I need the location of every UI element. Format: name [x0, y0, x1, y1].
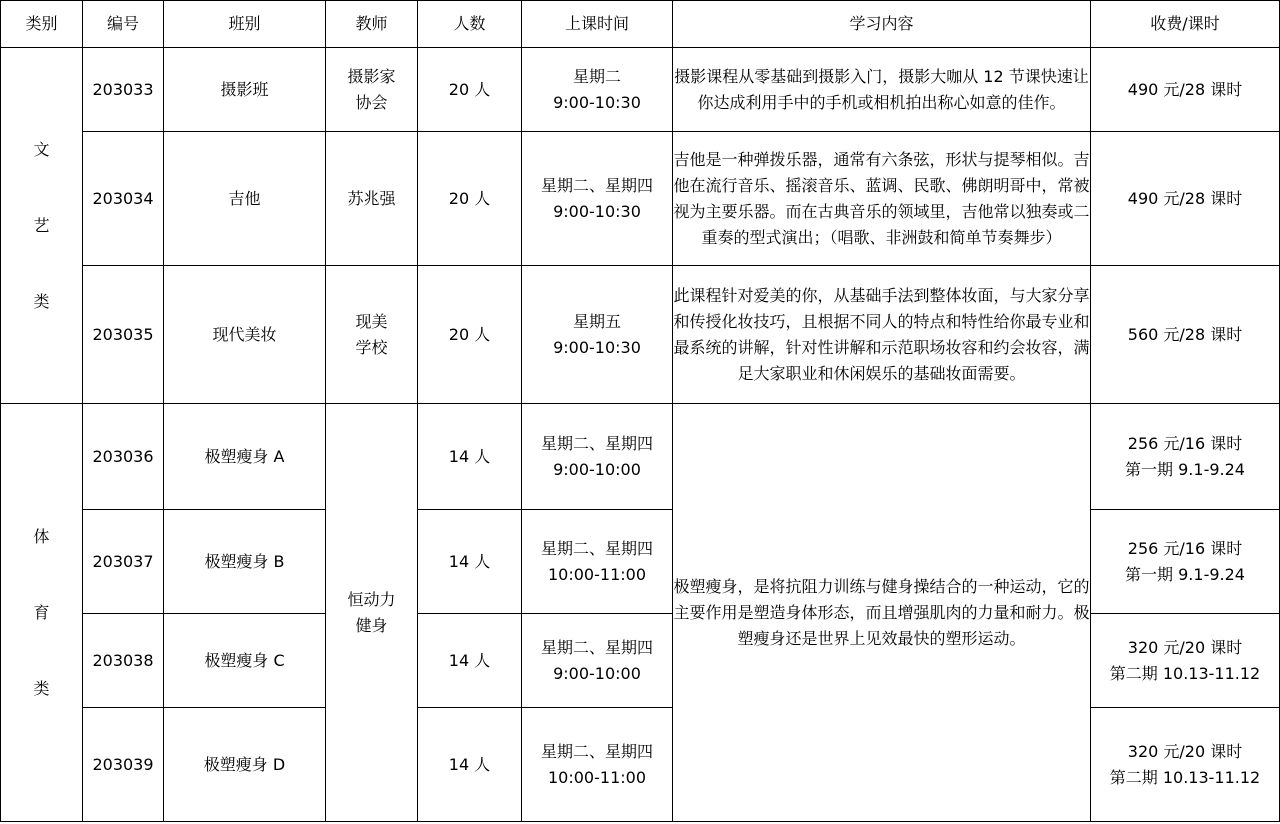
header-content: 学习内容 [673, 1, 1091, 48]
cell-id: 203037 [83, 510, 164, 614]
cell-count: 14 人 [418, 510, 522, 614]
cell-time: 星期二、星期四 9:00-10:00 [522, 404, 673, 510]
category-char: 类 [33, 291, 50, 311]
cell-id: 203039 [83, 708, 164, 822]
cell-content-sports: 极塑瘦身，是将抗阻力训练与健身操结合的一种运动，它的主要作用是塑造身体形态，而且增强肌肉的力量和耐力。极塑瘦身还是世界上见效最快的塑形运动。 [673, 404, 1091, 822]
cell-id: 203038 [83, 614, 164, 708]
table-row [1, 404, 1280, 510]
header-count: 人数 [418, 1, 522, 48]
cell-class: 极塑瘦身 D [164, 708, 326, 822]
cell-time: 星期二 9:00-10:30 [522, 48, 673, 132]
cell-time: 星期二、星期四 9:00-10:30 [522, 132, 673, 266]
cell-class: 摄影班 [164, 48, 326, 132]
cell-class: 现代美妆 [164, 266, 326, 404]
cell-count: 20 人 [418, 48, 522, 132]
cell-fee: 320 元/20 课时 第二期 10.13-11.12 [1091, 614, 1280, 708]
cell-time: 星期二、星期四 9:00-10:00 [522, 614, 673, 708]
category-arts [1, 48, 83, 404]
cell-count: 14 人 [418, 614, 522, 708]
cell-time: 星期五 9:00-10:30 [522, 266, 673, 404]
cell-class: 极塑瘦身 B [164, 510, 326, 614]
cell-content: 吉他是一种弹拨乐器，通常有六条弦，形状与提琴相似。吉他在流行音乐、摇滚音乐、蓝调、民歌、佛朗明哥中，常被视为主要乐器。而在古典音乐的领域里，吉他常以独奏或二重奏的型式演出；（唱歌、非洲鼓和简单节奏舞步） [673, 132, 1091, 266]
cell-count: 20 人 [418, 266, 522, 404]
cell-class: 极塑瘦身 A [164, 404, 326, 510]
cell-content: 摄影课程从零基础到摄影入门，摄影大咖从 12 节课快速让你达成利用手中的手机或相机拍出称心如意的佳作。 [673, 48, 1091, 132]
cell-id: 203033 [83, 48, 164, 132]
category-char: 体 [33, 526, 50, 546]
category-char: 艺 [33, 215, 50, 235]
header-category: 类别 [1, 1, 83, 48]
category-char: 类 [33, 678, 50, 698]
header-fee: 收费/课时 [1091, 1, 1280, 48]
category-char: 文 [33, 139, 50, 159]
cell-teacher: 摄影家 协会 [326, 48, 418, 132]
cell-fee: 560 元/28 课时 [1091, 266, 1280, 404]
cell-id: 203034 [83, 132, 164, 266]
cell-fee: 490 元/28 课时 [1091, 132, 1280, 266]
header-row [1, 1, 1280, 48]
cell-count: 20 人 [418, 132, 522, 266]
table-row [1, 132, 1280, 266]
cell-fee: 256 元/16 课时 第一期 9.1-9.24 [1091, 510, 1280, 614]
cell-fee: 256 元/16 课时 第一期 9.1-9.24 [1091, 404, 1280, 510]
table-row [1, 266, 1280, 404]
header-id: 编号 [83, 1, 164, 48]
cell-teacher-sports: 恒动力 健身 [326, 404, 418, 822]
cell-teacher: 现美 学校 [326, 266, 418, 404]
cell-id: 203035 [83, 266, 164, 404]
category-sports [1, 404, 83, 822]
category-char: 育 [33, 602, 50, 622]
table-row [1, 48, 1280, 132]
cell-time: 星期二、星期四 10:00-11:00 [522, 510, 673, 614]
cell-id: 203036 [83, 404, 164, 510]
cell-content: 此课程针对爱美的你，从基础手法到整体妆面，与大家分享和传授化妆技巧，且根据不同人的特点和特性给你最专业和最系统的讲解，针对性讲解和示范职场妆容和约会妆容，满足大家职业和休闲娱乐的基础妆面需要。 [673, 266, 1091, 404]
cell-count: 14 人 [418, 708, 522, 822]
cell-class: 吉他 [164, 132, 326, 266]
cell-teacher: 苏兆强 [326, 132, 418, 266]
header-class: 班别 [164, 1, 326, 48]
cell-class: 极塑瘦身 C [164, 614, 326, 708]
cell-fee: 320 元/20 课时 第二期 10.13-11.12 [1091, 708, 1280, 822]
header-teacher: 教师 [326, 1, 418, 48]
cell-time: 星期二、星期四 10:00-11:00 [522, 708, 673, 822]
cell-fee: 490 元/28 课时 [1091, 48, 1280, 132]
cell-count: 14 人 [418, 404, 522, 510]
header-time: 上课时间 [522, 1, 673, 48]
